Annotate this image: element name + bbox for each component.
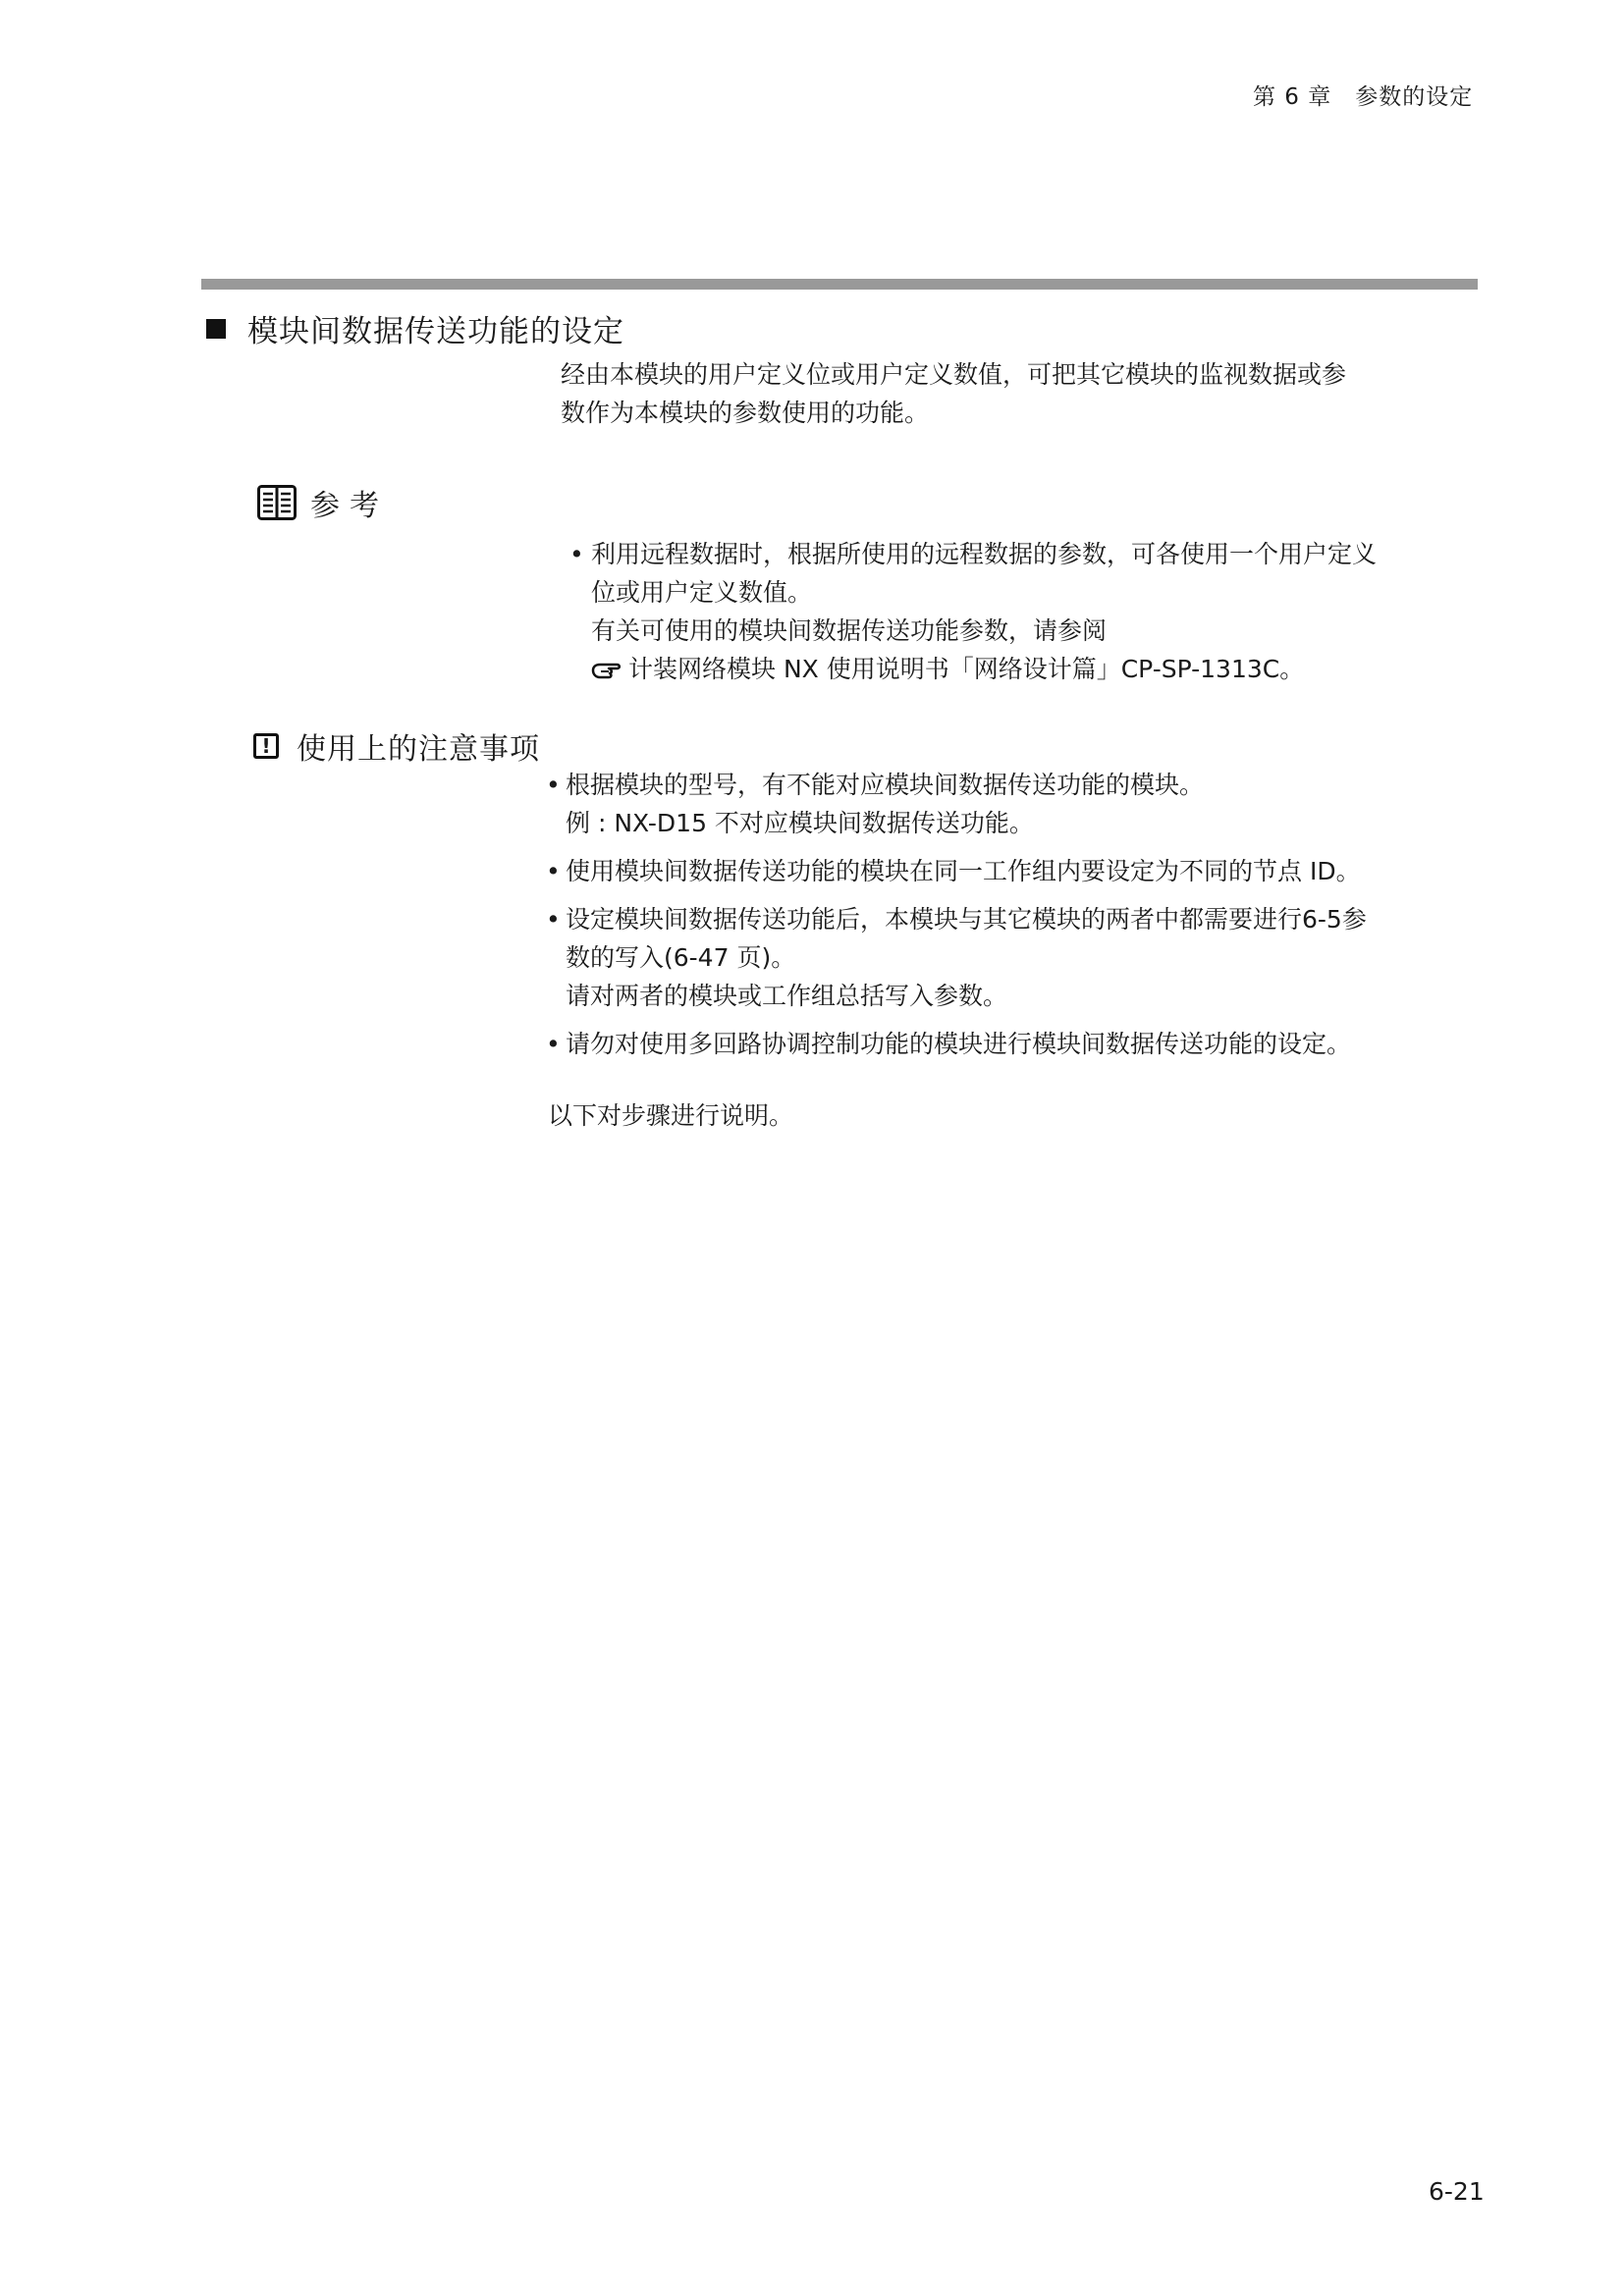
- caution-list: [546, 766, 1489, 1063]
- caution-line: 使用模块间数据传送功能的模块在同一工作组内要设定为不同的节点 ID。: [566, 857, 1361, 885]
- page-number: 6-21: [1429, 2177, 1485, 2206]
- caution-title: 使用上的注意事项: [297, 732, 540, 767]
- caution-line: 请勿对使用多回路协调控制功能的模块进行模块间数据传送功能的设定。: [566, 1030, 1352, 1058]
- caution-line: 数的写入(6-47 页)。: [566, 943, 796, 972]
- closing-text: 以下对步骤进行说明。: [548, 1101, 794, 1130]
- caution-icon: !: [253, 733, 279, 759]
- section-rule: [201, 279, 1478, 290]
- caution-item: [546, 852, 1489, 890]
- square-bullet-icon: [206, 319, 226, 339]
- section-intro: [561, 355, 1484, 432]
- reference-item: [569, 535, 1483, 573]
- pointing-hand-icon: [591, 658, 624, 681]
- caution-item: [546, 900, 1489, 1015]
- bullet: •: [546, 905, 561, 934]
- section-title: 模块间数据传送功能的设定: [247, 314, 624, 349]
- reference-link: [569, 650, 1483, 688]
- book-icon: [257, 485, 297, 520]
- caution-line: 根据模块的型号，有不能对应模块间数据传送功能的模块。: [566, 771, 1205, 799]
- bullet: •: [546, 1030, 561, 1058]
- caution-line: 例 : NX-D15 不对应模块间数据传送功能。: [566, 809, 1034, 837]
- reference-body: [569, 535, 1483, 688]
- reference-heading: [257, 481, 389, 524]
- chapter-header: 第 6 章 参数的设定: [1253, 84, 1474, 110]
- reference-line: 有关可使用的模块间数据传送功能参数，请参阅: [591, 616, 1108, 645]
- caution-line: 设定模块间数据传送功能后，本模块与其它模块的两者中都需要进行6-5参: [566, 905, 1367, 934]
- bullet: •: [546, 771, 561, 799]
- reference-line: 利用远程数据时，根据所使用的远程数据的参数，可各使用一个用户定义: [591, 540, 1378, 568]
- reference-title: 参考: [310, 489, 389, 523]
- bullet: •: [546, 857, 561, 885]
- section-heading: [206, 306, 624, 350]
- caution-item: [546, 766, 1489, 842]
- reference-line: 计装网络模块 NX 使用说明书「网络设计篇」CP-SP-1313C。: [628, 655, 1305, 683]
- reference-line: 位或用户定义数值。: [591, 578, 813, 607]
- caution-line: 请对两者的模块或工作组总括写入参数。: [566, 982, 1008, 1010]
- caution-heading: [253, 724, 540, 768]
- caution-item: [546, 1025, 1489, 1063]
- intro-line: 经由本模块的用户定义位或用户定义数值，可把其它模块的监视数据或参: [561, 360, 1347, 389]
- bullet: •: [569, 540, 584, 568]
- intro-line: 数作为本模块的参数使用的功能。: [561, 399, 930, 427]
